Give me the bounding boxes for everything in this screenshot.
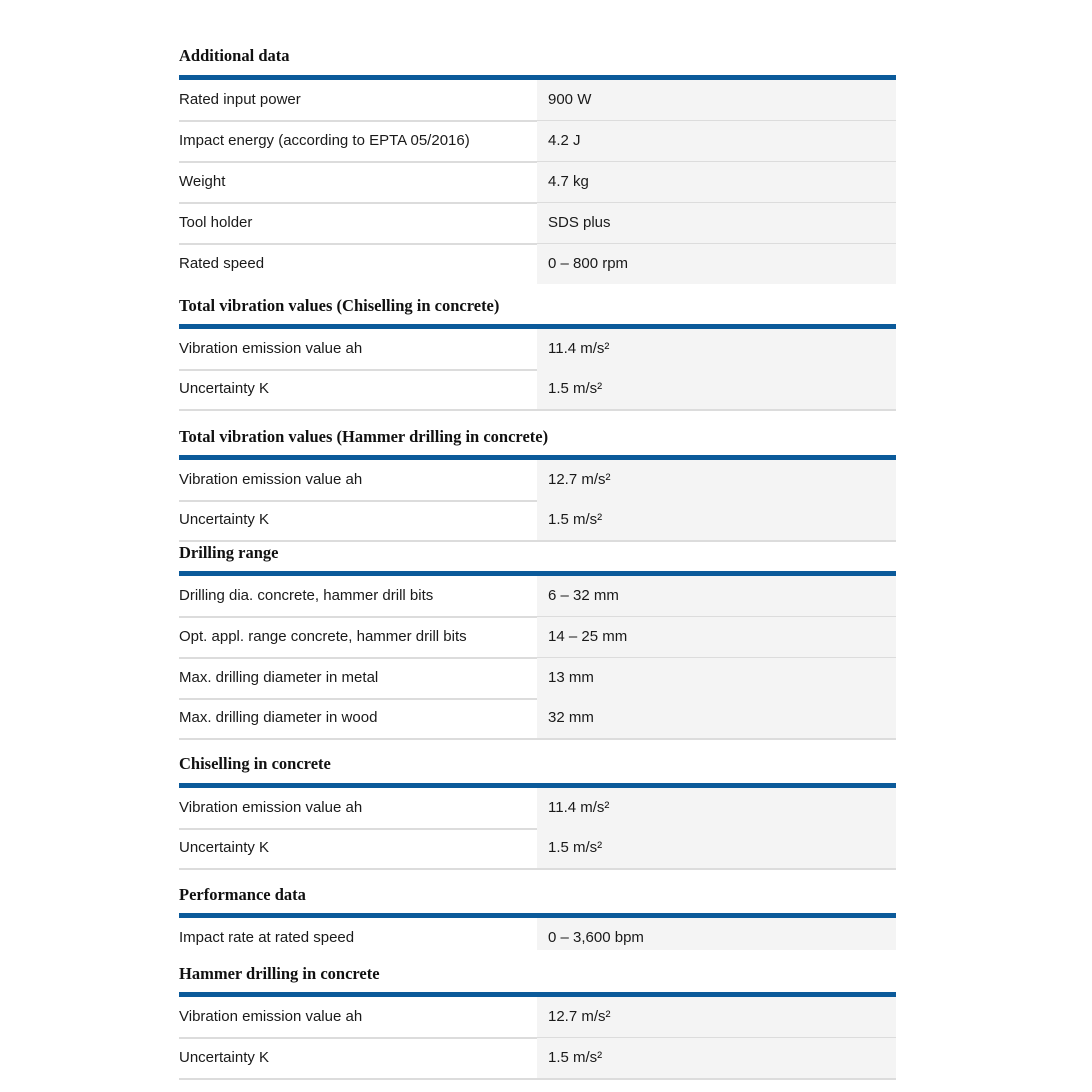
- spec-value: 13 mm: [537, 658, 896, 698]
- spec-value: 1.5 m/s²: [537, 500, 896, 540]
- spec-label: Uncertainty K: [179, 1049, 270, 1066]
- spec-value: 900 W: [537, 80, 896, 120]
- spec-row: [179, 698, 896, 740]
- spec-label: Impact energy (according to EPTA 05/2016): [179, 132, 470, 149]
- spec-value: 12.7 m/s²: [537, 460, 896, 500]
- spec-row: [179, 788, 896, 830]
- spec-row: [179, 576, 896, 618]
- section-title: Total vibration values (Hammer drilling in concrete): [179, 427, 549, 446]
- spec-row: [179, 918, 896, 950]
- spec-label: Weight: [179, 173, 226, 190]
- spec-row: [179, 997, 896, 1039]
- spec-value: 1.5 m/s²: [537, 369, 896, 409]
- spec-row: [179, 1038, 896, 1080]
- spec-value: 4.2 J: [537, 121, 896, 161]
- spec-value: 1.5 m/s²: [537, 1038, 896, 1078]
- spec-value: 14 – 25 mm: [537, 617, 896, 657]
- spec-value: 32 mm: [537, 698, 896, 738]
- spec-label: Uncertainty K: [179, 380, 270, 397]
- spec-row: [179, 460, 896, 502]
- spec-label: Vibration emission value ah: [179, 1008, 363, 1025]
- spec-value: 1.5 m/s²: [537, 828, 896, 868]
- section-title: Chiselling in concrete: [179, 754, 331, 773]
- spec-value: 12.7 m/s²: [537, 997, 896, 1037]
- spec-row: [179, 617, 896, 659]
- spec-label: Rated input power: [179, 91, 301, 108]
- spec-value: SDS plus: [537, 203, 896, 243]
- spec-row: [179, 203, 896, 245]
- spec-label: Max. drilling diameter in metal: [179, 669, 379, 686]
- spec-label: Max. drilling diameter in wood: [179, 709, 378, 726]
- spec-label: Impact rate at rated speed: [179, 929, 355, 946]
- spec-label: Vibration emission value ah: [179, 471, 363, 488]
- spec-label: Uncertainty K: [179, 839, 270, 856]
- spec-label: Tool holder: [179, 214, 253, 231]
- spec-value: 6 – 32 mm: [537, 576, 896, 616]
- spec-row: [179, 500, 896, 542]
- spec-label: Vibration emission value ah: [179, 340, 363, 357]
- spec-value: 4.7 kg: [537, 162, 896, 202]
- section-title: Drilling range: [179, 543, 279, 562]
- section-title: Hammer drilling in concrete: [179, 964, 380, 983]
- spec-value: 0 – 3,600 bpm: [537, 918, 896, 950]
- spec-label: Drilling dia. concrete, hammer drill bits: [179, 587, 434, 604]
- spec-row: [179, 828, 896, 870]
- section-title: Total vibration values (Chiselling in concrete): [179, 296, 500, 315]
- spec-label: Vibration emission value ah: [179, 799, 363, 816]
- spec-row: [179, 121, 896, 163]
- spec-row: [179, 244, 896, 284]
- spec-value: 11.4 m/s²: [537, 788, 896, 828]
- section-title: Performance data: [179, 885, 306, 904]
- section-title: Additional data: [179, 46, 290, 65]
- spec-value: 0 – 800 rpm: [537, 244, 896, 284]
- spec-row: [179, 80, 896, 122]
- spec-label: Uncertainty K: [179, 511, 270, 528]
- spec-row: [179, 329, 896, 371]
- spec-row: [179, 658, 896, 700]
- spec-row: [179, 162, 896, 204]
- spec-value: 11.4 m/s²: [537, 329, 896, 369]
- spec-label: Rated speed: [179, 255, 265, 272]
- spec-row: [179, 369, 896, 411]
- spec-label: Opt. appl. range concrete, hammer drill bits: [179, 628, 467, 645]
